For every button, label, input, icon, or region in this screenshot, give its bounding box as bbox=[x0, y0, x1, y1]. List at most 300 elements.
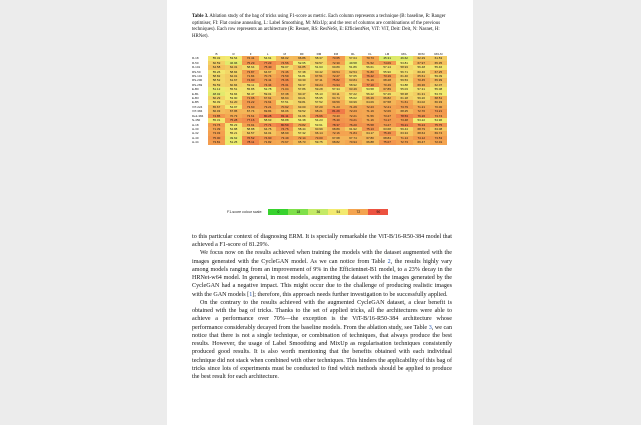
table-cell: 65.35 bbox=[430, 61, 447, 65]
column-header-rf: RF bbox=[299, 52, 304, 56]
table-cell: 66.03 bbox=[208, 109, 225, 113]
table-cell: 55.51 bbox=[225, 87, 242, 91]
table-cell: 74.27 bbox=[379, 123, 396, 127]
table-cell: 60.30 bbox=[293, 78, 310, 82]
table-row bbox=[192, 140, 447, 144]
column-header-fl: FL bbox=[368, 52, 372, 56]
table-cell: 65.73 bbox=[293, 140, 310, 144]
table-reference-link[interactable]: 2 bbox=[387, 258, 391, 265]
table-cell: 59.01 bbox=[259, 92, 276, 96]
table-cell: 57.86 bbox=[293, 87, 310, 91]
table-cell: 53.54 bbox=[225, 56, 242, 60]
table-cell: 58.64 bbox=[242, 65, 259, 69]
table-cell: 74.94 bbox=[327, 83, 344, 87]
table-cell: 68.28 bbox=[379, 78, 396, 82]
table-cell: 62.54 bbox=[345, 70, 362, 74]
table-cell: 46.62 bbox=[396, 56, 413, 60]
table-cell: 55.90 bbox=[379, 70, 396, 74]
table-cell: 71.61 bbox=[396, 100, 413, 104]
table-cell: 57.22 bbox=[345, 92, 362, 96]
table-cell: 70.92 bbox=[276, 105, 293, 109]
table-cell: 76.66 bbox=[310, 114, 327, 118]
legend-swatch: 54 bbox=[328, 209, 348, 215]
table-cell: 57.51 bbox=[276, 100, 293, 104]
table-cell: 55.13 bbox=[310, 92, 327, 96]
table-cell: 61.20 bbox=[225, 100, 242, 104]
table-cell: 54.97 bbox=[225, 105, 242, 109]
table-cell: 48.02 bbox=[208, 92, 225, 96]
column-header-lm: LM bbox=[385, 52, 390, 56]
table-cell: 73.61 bbox=[242, 114, 259, 118]
table-cell: 62.07 bbox=[430, 83, 447, 87]
table-cell: 72.41 bbox=[242, 56, 259, 60]
table-cell: 75.28 bbox=[225, 118, 242, 122]
table-cell: 71.14 bbox=[396, 136, 413, 140]
table-cell: 62.29 bbox=[413, 56, 430, 60]
table-cell: 75.40 bbox=[259, 65, 276, 69]
table-cell: 59.53 bbox=[396, 78, 413, 82]
table-cell: 63.34 bbox=[396, 131, 413, 135]
table-cell: 71.82 bbox=[259, 140, 276, 144]
table-cell: 49.58 bbox=[345, 61, 362, 65]
table-cell: 60.99 bbox=[310, 127, 327, 131]
table-cell: 68.89 bbox=[327, 127, 344, 131]
row-label: E-B3 bbox=[192, 96, 199, 101]
table-cell: 56.88 bbox=[276, 118, 293, 122]
table-cell: 73.76 bbox=[208, 123, 225, 127]
table-reference-link[interactable]: 1 bbox=[249, 291, 253, 298]
row-label: R-50 bbox=[192, 60, 199, 65]
table-cell: 78.53 bbox=[396, 114, 413, 118]
table-cell: 71.56 bbox=[362, 114, 379, 118]
table-cell: 59.07 bbox=[276, 65, 293, 69]
ablation-table bbox=[192, 52, 447, 145]
table-cell: 68.21 bbox=[310, 109, 327, 113]
table-cell: 58.44 bbox=[293, 127, 310, 131]
table-cell: 80.28 bbox=[259, 114, 276, 118]
row-label: E-B1 bbox=[192, 91, 199, 96]
paragraph-text: On the contrary to the results achieved with the augmented CycleGAN dataset, a clear benefit is obtained with the bag of tricks. Thanks to the set of applied tricks, all the architectures were able to achieve a performance over 70%—the exception is the ViT-B/16-R50-384 architecture whose performance considerably decayed from the baseline models. From the ablation study, see Table bbox=[192, 299, 452, 331]
table-cell: 60.46 bbox=[413, 70, 430, 74]
table-cell: 60.89 bbox=[327, 65, 344, 69]
table-cell: 69.47 bbox=[413, 140, 430, 144]
table-cell: 70.74 bbox=[259, 74, 276, 78]
table-cell: 66.64 bbox=[276, 96, 293, 100]
paragraph bbox=[192, 249, 452, 298]
table-cell: 70.49 bbox=[379, 83, 396, 87]
table-cell: 75.40 bbox=[327, 118, 344, 122]
table-cell: 80.59 bbox=[276, 123, 293, 127]
table-cell: 64.85 bbox=[293, 65, 310, 69]
table-cell: 63.00 bbox=[293, 105, 310, 109]
table-cell: 63.49 bbox=[345, 87, 362, 91]
table-cell: 58.38 bbox=[396, 92, 413, 96]
table-cell: 71.80 bbox=[362, 70, 379, 74]
table-cell: 53.81 bbox=[396, 61, 413, 65]
table-cell: 76.36 bbox=[276, 78, 293, 82]
table-cell: 58.93 bbox=[396, 65, 413, 69]
row-label: N-450 bbox=[192, 118, 201, 123]
table-cell: 63.68 bbox=[379, 127, 396, 131]
table-cell: 70.73 bbox=[362, 56, 379, 60]
table-cell: 69.54 bbox=[327, 70, 344, 74]
table-reference-link[interactable]: 3 bbox=[428, 324, 432, 331]
table-cell: 58.84 bbox=[225, 70, 242, 74]
table-cell: 74.76 bbox=[276, 127, 293, 131]
table-cell: 71.96 bbox=[242, 96, 259, 100]
table-cell: 77.23 bbox=[259, 61, 276, 65]
table-cell: 62.31 bbox=[225, 65, 242, 69]
column-header-l: L bbox=[266, 52, 269, 56]
table-cell: 71.21 bbox=[413, 105, 430, 109]
table-cell: 58.82 bbox=[208, 74, 225, 78]
column-header-b: B bbox=[215, 52, 218, 56]
table-cell: 59.11 bbox=[242, 83, 259, 87]
table-cell: 74.56 bbox=[276, 61, 293, 65]
column-header-rfm: RFM bbox=[418, 52, 425, 56]
table-cell: 53.90 bbox=[225, 96, 242, 100]
table-cell: 57.38 bbox=[293, 70, 310, 74]
table-cell: 77.16 bbox=[242, 118, 259, 122]
row-label: Deit-384 bbox=[192, 113, 204, 118]
table-cell: 58.88 bbox=[242, 127, 259, 131]
table-cell: 55.32 bbox=[208, 56, 225, 60]
table-cell: 55.03 bbox=[396, 87, 413, 91]
table-cell: 73.48 bbox=[396, 118, 413, 122]
table-cell: 72.21 bbox=[379, 105, 396, 109]
body-text bbox=[192, 233, 452, 381]
table-cell: 57.14 bbox=[379, 65, 396, 69]
table-cell: 73.60 bbox=[242, 105, 259, 109]
table-cell: 74.21 bbox=[430, 109, 447, 113]
table-cell: 55.46 bbox=[430, 65, 447, 69]
table-cell: 67.74 bbox=[345, 136, 362, 140]
table-cell: 65.99 bbox=[430, 78, 447, 82]
table-cell: 66.02 bbox=[276, 56, 293, 60]
table-cell: 71.84 bbox=[242, 74, 259, 78]
paragraph-text: , the results highly vary among models ranging from an improvement of 9% in the Efficientnet-B1 model, to a 23% decay in the HRNet-w64 model. In general, in most models, augmenting the dataset with the images generated by the CycleGAN had a negative impact. This might occur due to the challenge of producing realistic images with the GAN models [ bbox=[192, 258, 453, 298]
legend-swatch: 18 bbox=[288, 209, 308, 215]
table-cell: 68.99 bbox=[276, 131, 293, 135]
table-cell: 60.42 bbox=[310, 70, 327, 74]
table-cell: 72.61 bbox=[259, 100, 276, 104]
table-cell: 61.40 bbox=[396, 74, 413, 78]
row-label: RS-50 bbox=[192, 69, 201, 74]
table-cell: 66.93 bbox=[430, 100, 447, 104]
table-cell: 52.78 bbox=[259, 87, 276, 91]
table-cell: 74.85 bbox=[208, 114, 225, 118]
table-cell: 61.53 bbox=[430, 56, 447, 60]
table-cell: 77.71 bbox=[259, 123, 276, 127]
table-cell: 57.65 bbox=[345, 74, 362, 78]
table-cell: 68.64 bbox=[413, 131, 430, 135]
table-cell: 58.63 bbox=[259, 118, 276, 122]
table-cell: 46.96 bbox=[225, 61, 242, 65]
table-cell: 54.38 bbox=[293, 118, 310, 122]
table-cell: 73.65 bbox=[327, 56, 344, 60]
table-cell: 59.09 bbox=[430, 74, 447, 78]
table-cell: 72.70 bbox=[413, 109, 430, 113]
table-cell: 54.96 bbox=[430, 118, 447, 122]
row-label: H-44 bbox=[192, 140, 199, 145]
table-cell: 71.39 bbox=[208, 127, 225, 131]
table-cell: 75.07 bbox=[379, 140, 396, 144]
table-cell: 66.49 bbox=[362, 96, 379, 100]
table-cell: 70.67 bbox=[276, 140, 293, 144]
table-cell: 79.21 bbox=[396, 123, 413, 127]
table-cell: 67.51 bbox=[310, 74, 327, 78]
table-cell: 72.46 bbox=[276, 70, 293, 74]
table-cell: 57.52 bbox=[310, 100, 327, 104]
table-cell: 65.67 bbox=[208, 105, 225, 109]
table-cell: 60.99 bbox=[345, 100, 362, 104]
table-cell: 67.38 bbox=[276, 92, 293, 96]
table-cell: 51.86 bbox=[345, 65, 362, 69]
table-cell: 71.23 bbox=[327, 105, 344, 109]
table-cell: 73.27 bbox=[379, 114, 396, 118]
table-cell: 54.61 bbox=[259, 56, 276, 60]
table-cell: 74.90 bbox=[259, 136, 276, 140]
table-cell: 61.31 bbox=[413, 92, 430, 96]
row-label: ViT-384 bbox=[192, 109, 203, 114]
paragraph bbox=[192, 299, 452, 381]
table-cell: 73.53 bbox=[430, 136, 447, 140]
row-label: E-B0 bbox=[192, 87, 199, 92]
table-cell: 63.11 bbox=[327, 92, 344, 96]
paragraph-text: We focus now on the results achieved when training the models with the dataset augmented with the images generated with the CycleGAN model. As we can notice from Table bbox=[192, 250, 452, 265]
table-cell: 52.65 bbox=[293, 61, 310, 65]
table-cell: 55.31 bbox=[208, 118, 225, 122]
table-cell: 64.01 bbox=[259, 131, 276, 135]
row-label: ViT-224 bbox=[192, 104, 203, 109]
table-cell: 58.37 bbox=[310, 56, 327, 60]
table-cell: 76.24 bbox=[413, 123, 430, 127]
table-cell: 59.20 bbox=[413, 96, 430, 100]
table-cell: 55.08 bbox=[430, 87, 447, 91]
table-cell: 55.95 bbox=[310, 96, 327, 100]
table-cell: 75.82 bbox=[327, 78, 344, 82]
table-cell: 69.59 bbox=[327, 100, 344, 104]
table-cell: 60.59 bbox=[208, 61, 225, 65]
table-cell: 74.22 bbox=[242, 100, 259, 104]
table-cell: 69.36 bbox=[413, 83, 430, 87]
table-cell: 72.21 bbox=[345, 114, 362, 118]
table-cell: 75.46 bbox=[379, 131, 396, 135]
table-cell: 54.23 bbox=[310, 118, 327, 122]
column-header-rflm: RFLM bbox=[434, 52, 443, 56]
table-cell: 68.51 bbox=[430, 96, 447, 100]
table-cell: 64.17 bbox=[362, 131, 379, 135]
table-cell: 62.57 bbox=[242, 131, 259, 135]
table-cell: 70.73 bbox=[225, 114, 242, 118]
column-header-m: M bbox=[283, 52, 287, 56]
table-cell: 76.31 bbox=[276, 83, 293, 87]
table-cell: 63.08 bbox=[430, 127, 447, 131]
table-cell: 61.66 bbox=[293, 114, 310, 118]
table-cell: 76.20 bbox=[345, 123, 362, 127]
table-cell: 59.57 bbox=[310, 61, 327, 65]
table-cell: 53.58 bbox=[362, 87, 379, 91]
row-label: E-B5 bbox=[192, 100, 199, 105]
legend-swatch: 72 bbox=[348, 209, 368, 215]
table-cell: 72.30 bbox=[327, 61, 344, 65]
table-cell: 73.79 bbox=[396, 105, 413, 109]
table-cell: 56.71 bbox=[396, 70, 413, 74]
table-cell: 64.58 bbox=[208, 65, 225, 69]
table-cell: 73.59 bbox=[276, 74, 293, 78]
row-label: R-18 bbox=[192, 56, 199, 61]
table-cell: 55.26 bbox=[208, 70, 225, 74]
paragraph bbox=[192, 233, 452, 249]
table-cell: 53.22 bbox=[413, 118, 430, 122]
table-cell: 73.41 bbox=[259, 78, 276, 82]
table-cell: 57.64 bbox=[345, 56, 362, 60]
table-cell: 75.13 bbox=[362, 127, 379, 131]
legend-swatch: 36 bbox=[308, 209, 328, 215]
table-cell: 56.22 bbox=[362, 92, 379, 96]
table-cell: 67.25 bbox=[430, 70, 447, 74]
table-cell: 74.21 bbox=[345, 118, 362, 122]
table-cell: 66.88 bbox=[362, 140, 379, 144]
table-cell: 59.37 bbox=[293, 83, 310, 87]
row-label: H-40 bbox=[192, 135, 199, 140]
table-cell: 61.67 bbox=[225, 78, 242, 82]
row-label: H-18 bbox=[192, 122, 199, 127]
table-cell: 68.79 bbox=[413, 127, 430, 131]
table-cell: 69.84 bbox=[259, 109, 276, 113]
table-cell: 74.34 bbox=[259, 83, 276, 87]
table-cell: 67.20 bbox=[310, 105, 327, 109]
legend-swatch: 0 bbox=[268, 209, 288, 215]
table-cell: 61.18 bbox=[396, 96, 413, 100]
table-cell: 70.45 bbox=[413, 78, 430, 82]
table-cell: 67.89 bbox=[379, 87, 396, 91]
table-cell: 56.09 bbox=[208, 100, 225, 104]
table-cell: 56.47 bbox=[242, 92, 259, 96]
paragraph-text: to this particular context of diagnosing ERM. It is specially remarkable the ViT-B/16-R50-384 model that achieved a F1-score of 81.29%. bbox=[192, 234, 452, 249]
table-cell: 51.12 bbox=[208, 87, 225, 91]
table-cell: 73.19 bbox=[379, 74, 396, 78]
table-cell: 59.44 bbox=[396, 127, 413, 131]
table-cell: 70.94 bbox=[345, 140, 362, 144]
table-cell: 60.47 bbox=[293, 92, 310, 96]
table-cell: 59.52 bbox=[293, 109, 310, 113]
table-cell: 75.58 bbox=[362, 123, 379, 127]
table-cell: 73.43 bbox=[327, 114, 344, 118]
legend-stops bbox=[268, 209, 388, 215]
table-cell: 63.84 bbox=[345, 78, 362, 82]
table-cell: 53.61 bbox=[310, 123, 327, 127]
table-caption bbox=[192, 14, 454, 41]
table-cell: 57.31 bbox=[413, 87, 430, 91]
table-cell: 72.27 bbox=[327, 74, 344, 78]
table-cell: 69.24 bbox=[310, 83, 327, 87]
table-cell: 51.63 bbox=[310, 65, 327, 69]
table-cell: 66.14 bbox=[310, 131, 327, 135]
table-cell: 76.52 bbox=[242, 136, 259, 140]
table-cell: 72.01 bbox=[430, 140, 447, 144]
table-cell: 60.29 bbox=[208, 96, 225, 100]
table-cell: 75.00 bbox=[208, 136, 225, 140]
row-label: RS-101 bbox=[192, 74, 203, 79]
table-cell: 71.52 bbox=[362, 61, 379, 65]
table-cell: 69.74 bbox=[430, 131, 447, 135]
table-cell: 67.74 bbox=[242, 109, 259, 113]
table-cell: 64.67 bbox=[259, 70, 276, 74]
table-cell: 66.86 bbox=[293, 56, 310, 60]
table-cell: 68.84 bbox=[379, 136, 396, 140]
table-cell: 54.81 bbox=[293, 74, 310, 78]
table-cell: 72.91 bbox=[242, 123, 259, 127]
table-cell: 73.74 bbox=[430, 114, 447, 118]
table-cell: 58.92 bbox=[345, 83, 362, 87]
table-cell: 81.29 bbox=[327, 109, 344, 113]
table-cell: 71.19 bbox=[362, 109, 379, 113]
table-cell: 66.82 bbox=[379, 96, 396, 100]
table-cell: 77.10 bbox=[362, 83, 379, 87]
table-cell: 67.61 bbox=[259, 96, 276, 100]
table-cell: 66.06 bbox=[276, 109, 293, 113]
table-cell: 67.80 bbox=[362, 136, 379, 140]
table-cell: 72.06 bbox=[379, 109, 396, 113]
legend-title: F1-score colour scale: bbox=[227, 209, 263, 214]
table-cell: 56.48 bbox=[413, 65, 430, 69]
legend-swatch: 90 bbox=[368, 209, 388, 215]
table-cell: 70.00 bbox=[430, 105, 447, 109]
table-cell: 59.81 bbox=[293, 100, 310, 104]
column-header-rm: RM bbox=[316, 52, 322, 56]
table-cell: 60.21 bbox=[293, 96, 310, 100]
table-cell: 58.52 bbox=[208, 78, 225, 82]
table-cell: 62.01 bbox=[225, 74, 242, 78]
table-cell: 78.37 bbox=[327, 123, 344, 127]
table-cell: 72.14 bbox=[293, 136, 310, 140]
table-cell: 67.11 bbox=[310, 78, 327, 82]
table-cell: 59.59 bbox=[208, 83, 225, 87]
table-cell: 67.97 bbox=[413, 61, 430, 65]
table-cell: 71.29 bbox=[345, 105, 362, 109]
table-cell: 51.25 bbox=[225, 140, 242, 144]
table-cell: 71.04 bbox=[276, 87, 293, 91]
table-cell: 74.09 bbox=[379, 61, 396, 65]
table-cell: 57.32 bbox=[293, 131, 310, 135]
table-cell: 72.23 bbox=[345, 109, 362, 113]
table-cell: 53.70 bbox=[430, 92, 447, 96]
table-cell: 73.81 bbox=[208, 140, 225, 144]
table-cell: 73.00 bbox=[310, 136, 327, 140]
row-label: RS-269 bbox=[192, 82, 203, 87]
column-header-rfl: RFL bbox=[401, 52, 408, 56]
row-label: H-30 bbox=[192, 126, 199, 131]
paragraph-text: ]; therefore, this approach needs further investigation to be successfully applied. bbox=[252, 291, 448, 298]
table-cell: 64.02 bbox=[413, 100, 430, 104]
table-cell: 54.88 bbox=[225, 127, 242, 131]
table-cell: 76.42 bbox=[362, 74, 379, 78]
table-cell: 81.11 bbox=[276, 114, 293, 118]
table-cell: 45.31 bbox=[379, 56, 396, 60]
table-cell: 55.85 bbox=[242, 87, 259, 91]
table-cell: 76.26 bbox=[413, 114, 430, 118]
table-cell: 61.92 bbox=[345, 127, 362, 131]
table-cell: 68.82 bbox=[327, 140, 344, 144]
table-cell: 67.95 bbox=[225, 109, 242, 113]
table-cell: 55.23 bbox=[225, 123, 242, 127]
column-header-f: F bbox=[249, 52, 252, 56]
table-cell: 60.84 bbox=[225, 83, 242, 87]
table-cell: 78.11 bbox=[242, 140, 259, 144]
row-label: R-101 bbox=[192, 65, 201, 70]
table-caption-text: Ablation study of the bag of tricks using F1-score as metric. Each column represents a technique (B: baseline, R: Ranger optimiser, FI: Flat cosine annealing, L: Label Smoothing, M: MixUp; and the rest of columns are combinations of the previous techniques). Each row represents an architecture (R: Resnet, RS: ResNeSt, E: EfficientNet, ViT: ViT, Deit: Deit, N: Nasnet, H: HRNet). bbox=[192, 14, 446, 40]
